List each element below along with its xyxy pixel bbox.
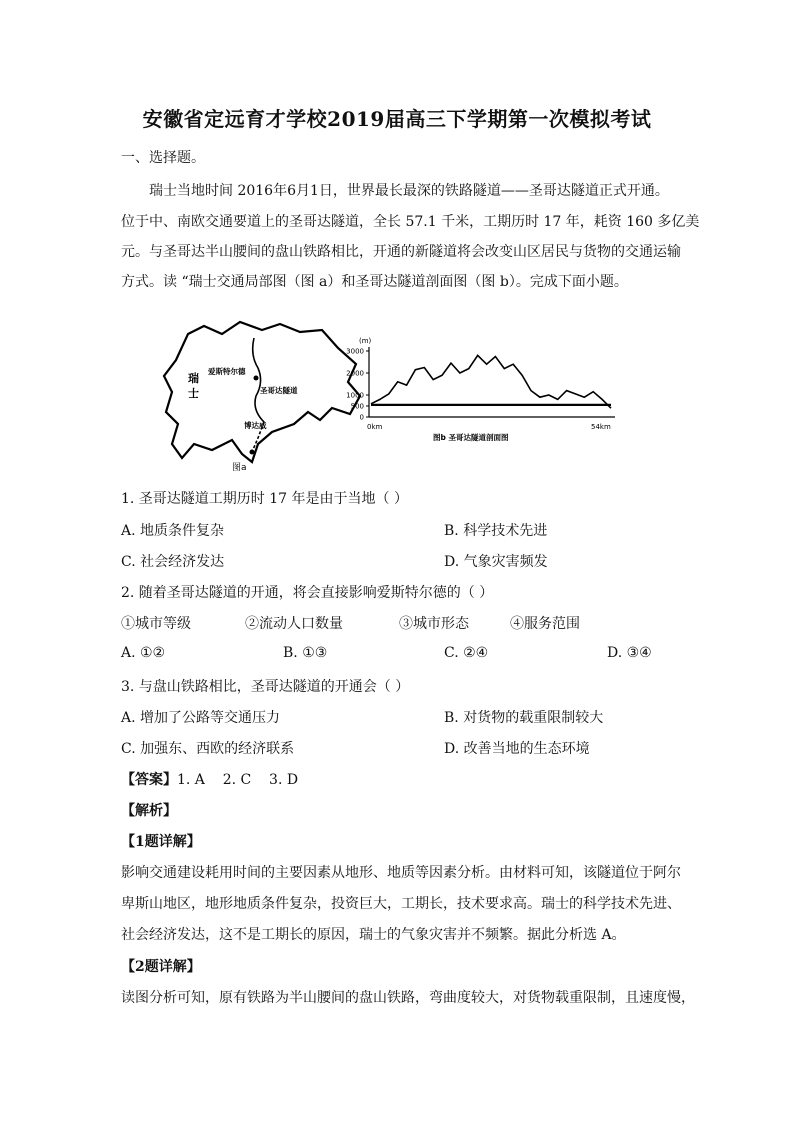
passage-line: 元。与圣哥达半山腰间的盘山铁路相比，开通的新隧道将会改变山区居民与货物的交通运输 [121, 244, 681, 260]
option-b: B. 对货物的载重限制较大 [444, 710, 604, 726]
town-marker [250, 450, 255, 455]
option-c: C. 加强东、西欧的经济联系 [121, 741, 295, 757]
answer-label: 【答案】 [121, 772, 177, 788]
y-tick-label: 3000 [346, 347, 364, 356]
answer-text: 1. A 2. C 3. D [177, 772, 299, 788]
x-start-label: 0km [367, 423, 383, 431]
option-b: B. 科学技术先进 [444, 523, 548, 539]
analysis-line: 卑斯山地区，地形地质条件复杂，投资巨大，工期长，技术要求高。瑞士的科学技术先进、 [121, 896, 681, 912]
tunnel-label: 圣哥达隧道 [260, 386, 298, 395]
answer-line [121, 769, 298, 789]
y-tick-label: 0 [359, 413, 364, 422]
document-title: 安徽省定远育才学校2019届高三下学期第一次模拟考试 [142, 107, 652, 131]
y-tick-label: 500 [350, 402, 364, 411]
y-tick-label: 1000 [346, 391, 364, 400]
question-stem: 2. 随着圣哥达隧道的开通，将会直接影响爱斯特尔德的（ ） [121, 585, 494, 601]
y-tick-label: 2000 [346, 369, 364, 378]
town-label: 博达威 [244, 421, 267, 430]
passage-line: 位于中、南欧交通要道上的圣哥达隧道，全长 57.1 千米，工期历时 17 年，耗资 160 多亿美 [121, 214, 700, 230]
analysis-line: 读图分析可知，原有铁路为半山腰间的盘山铁路，弯曲度较大，对货物载重限制，且速度慢， [121, 990, 695, 1006]
option-c: C. ②④ [444, 645, 489, 661]
country-label: 瑞 [188, 372, 199, 385]
option-c: C. 社会经济发达 [121, 554, 225, 570]
x-end-label: 54km [591, 423, 611, 431]
option-b: B. ①③ [283, 645, 328, 661]
statement-item: ④服务范围 [510, 616, 580, 632]
analysis-line: 影响交通建设耗用时间的主要因素从地形、地质等因素分析。由材料可知，该隧道位于阿尔 [121, 865, 681, 881]
analysis-line: 社会经济发达，这不是工期长的原因，瑞士的气象灾害并不频繁。据此分析选 A。 [121, 927, 626, 943]
statement-item: ②流动人口数量 [245, 616, 343, 632]
country-label: 士 [188, 387, 199, 400]
passage-line: 瑞士当地时间 2016年6月1日，世界最长最深的铁路隧道——圣哥达隧道正式开通。 [149, 183, 669, 199]
passage-line: 方式。读 “瑞士交通局部图（图 a）和圣哥达隧道剖面图（图 b）。完成下面小题。 [121, 274, 628, 290]
chart-unit-label: (m) [359, 337, 372, 345]
q2-analysis-label: 【2题详解】 [121, 959, 201, 975]
option-d: D. 改善当地的生态环境 [444, 741, 590, 757]
statement-item: ③城市形态 [399, 616, 469, 632]
section-heading: 一、选择题。 [121, 150, 205, 166]
city-label: 爱斯特尔德 [208, 367, 246, 376]
option-d: D. ③④ [607, 645, 652, 661]
figure-b-profile-chart [335, 332, 625, 447]
option-d: D. 气象灾害频发 [444, 554, 548, 570]
option-a: A. ①② [121, 645, 166, 661]
railway-line [253, 338, 264, 422]
analysis-label: 【解析】 [121, 803, 177, 819]
option-a: A. 增加了公路等交通压力 [121, 710, 281, 726]
figure-a-caption: 图a [232, 463, 247, 473]
option-a: A. 地质条件复杂 [121, 523, 225, 539]
terrain-profile [371, 355, 611, 408]
question-stem: 3. 与盘山铁路相比，圣哥达隧道的开通会（ ） [121, 679, 410, 695]
q1-analysis-label: 【1题详解】 [121, 834, 201, 850]
figure-b-caption: 图b 圣哥达隧道剖面图 [433, 433, 509, 442]
statement-item: ①城市等级 [121, 616, 191, 632]
city-marker [254, 376, 259, 381]
question-stem: 1. 圣哥达隧道工期历时 17 年是由于当地（ ） [121, 491, 408, 507]
